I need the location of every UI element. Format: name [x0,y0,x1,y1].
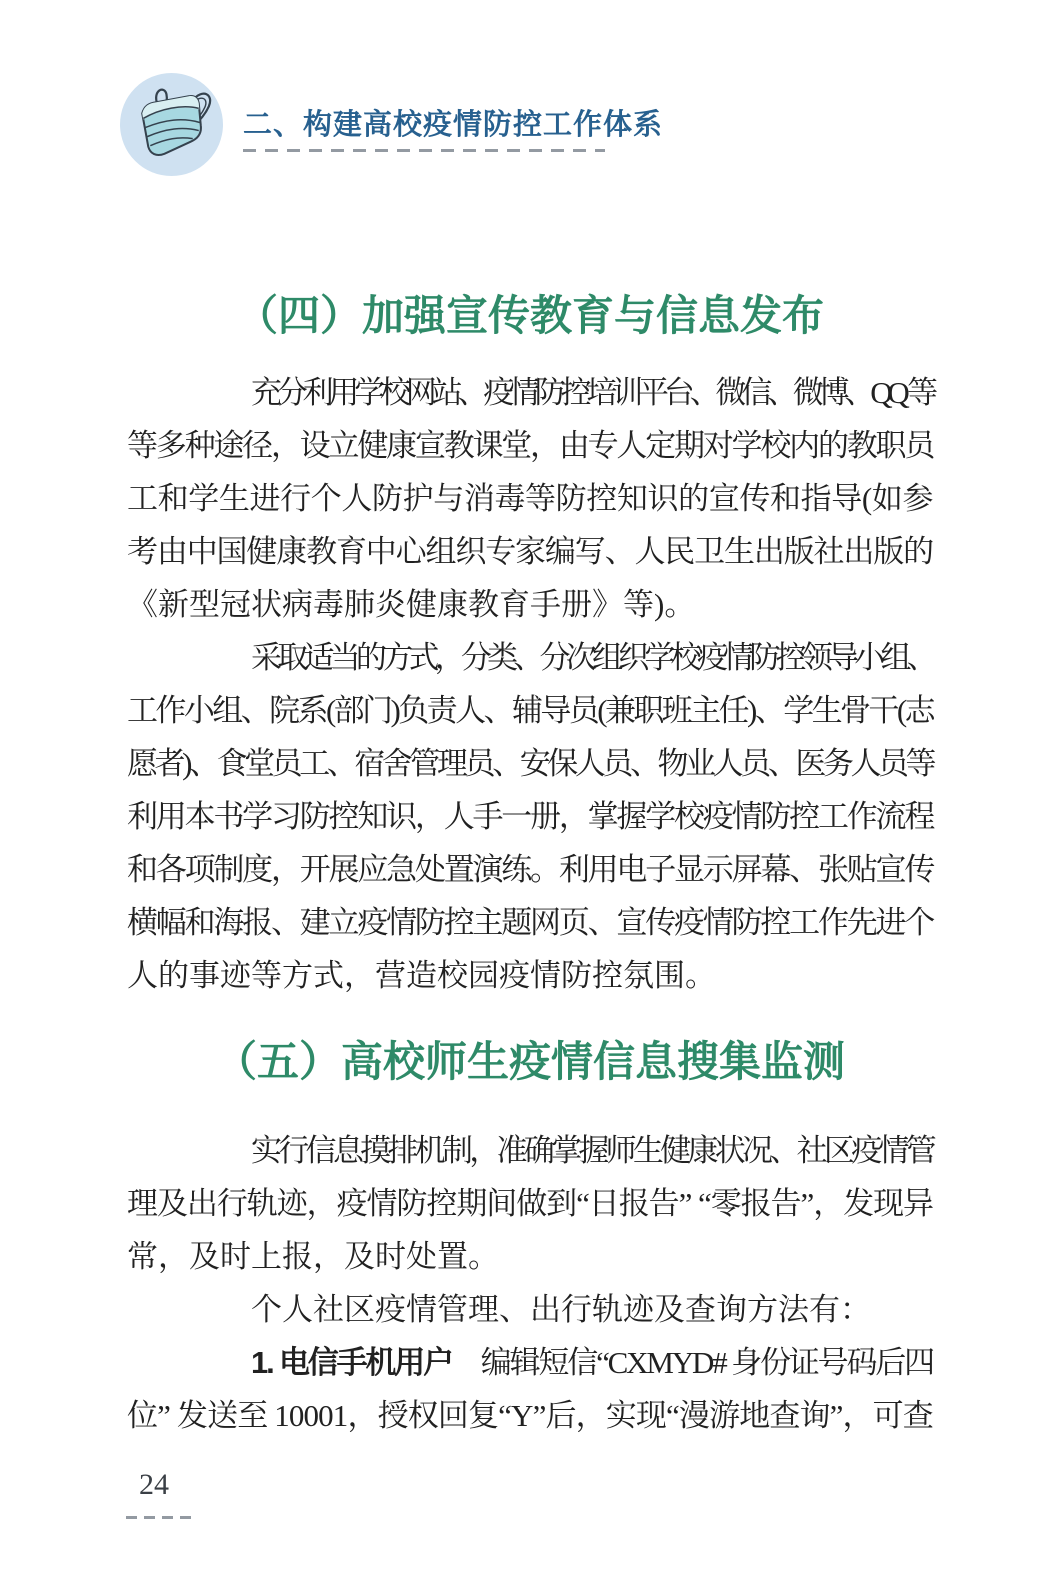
paragraph-publicity-1 [127,366,933,631]
text-line: 利用本书学习防控知识，人手一册，掌握学校疫情防控工作流程 [127,799,934,834]
paragraph-monitoring-2 [127,1283,933,1336]
chapter-title: 二、构建高校疫情防控工作体系 [243,109,664,141]
text-line: 常，及时上报，及时处置。 [127,1239,499,1274]
text-line: 横幅和海报、建立疫情防控主题网页、宣传疫情防控工作先进个 [127,905,934,940]
text-line: 工和学生进行个人防护与消毒等防控知识的宣传和指导(如参 [127,481,934,516]
text-line: 实行信息摸排机制，准确掌握师生健康状况、社区疫情管 [251,1133,933,1168]
section-heading-4: （四）加强宣传教育与信息发布 [235,294,824,340]
text-line: 位” 发送至 10001，授权回复“Y”后，实现“漫游地查询”，可查 [127,1398,933,1433]
paragraph-monitoring-1 [127,1124,933,1283]
face-mask-icon-svg [120,73,223,176]
text-line: 《新型冠状病毒肺炎健康教育手册》等)。 [127,587,696,622]
text-line: 采取适当的方式，分类、分次组织学校疫情防控领导小组、 [251,640,933,675]
text-line: 充分利用学校网站、疫情防控培训平台、微信、微博、QQ 等 [251,375,933,410]
text-line: 和各项制度，开展应急处置演练。利用电子显示屏幕、张贴宣传 [127,852,934,887]
text-line: 等多种途径，设立健康宣教课堂，由专人定期对学校内的教职员 [127,428,934,463]
text-line: 个人社区疫情管理、出行轨迹及查询方法有： [251,1292,871,1327]
section-heading-5: （五）高校师生疫情信息搜集监测 [214,1040,845,1086]
face-mask-icon [120,73,223,176]
text-line: 1. 电信手机用户 编辑短信“CXMYD# 身份证号码后四 [251,1345,933,1380]
page-number: 24 [139,1468,169,1501]
text-line: 工作小组、院系(部门)负责人、辅导员(兼职班主任)、学生骨干(志 [127,693,934,728]
paragraph-telecom-item [127,1336,933,1442]
text-line: 理及出行轨迹，疫情防控期间做到“日报告” “零报告”，发现异 [127,1186,933,1221]
text-line: 考由中国健康教育中心组织专家编写、人民卫生出版社出版的 [127,534,933,569]
text-line: 愿者)、食堂员工、宿舍管理员、安保人员、物业人员、医务人员等 [127,746,934,781]
header-dashed-rule [243,149,605,152]
text-line: 人的事迹等方式，营造校园疫情防控氛围。 [127,958,716,993]
paragraph-publicity-2 [127,631,933,1002]
footer-dashed-rule [126,1516,193,1519]
list-item-label: 1. 电信手机用户 [251,1345,452,1380]
